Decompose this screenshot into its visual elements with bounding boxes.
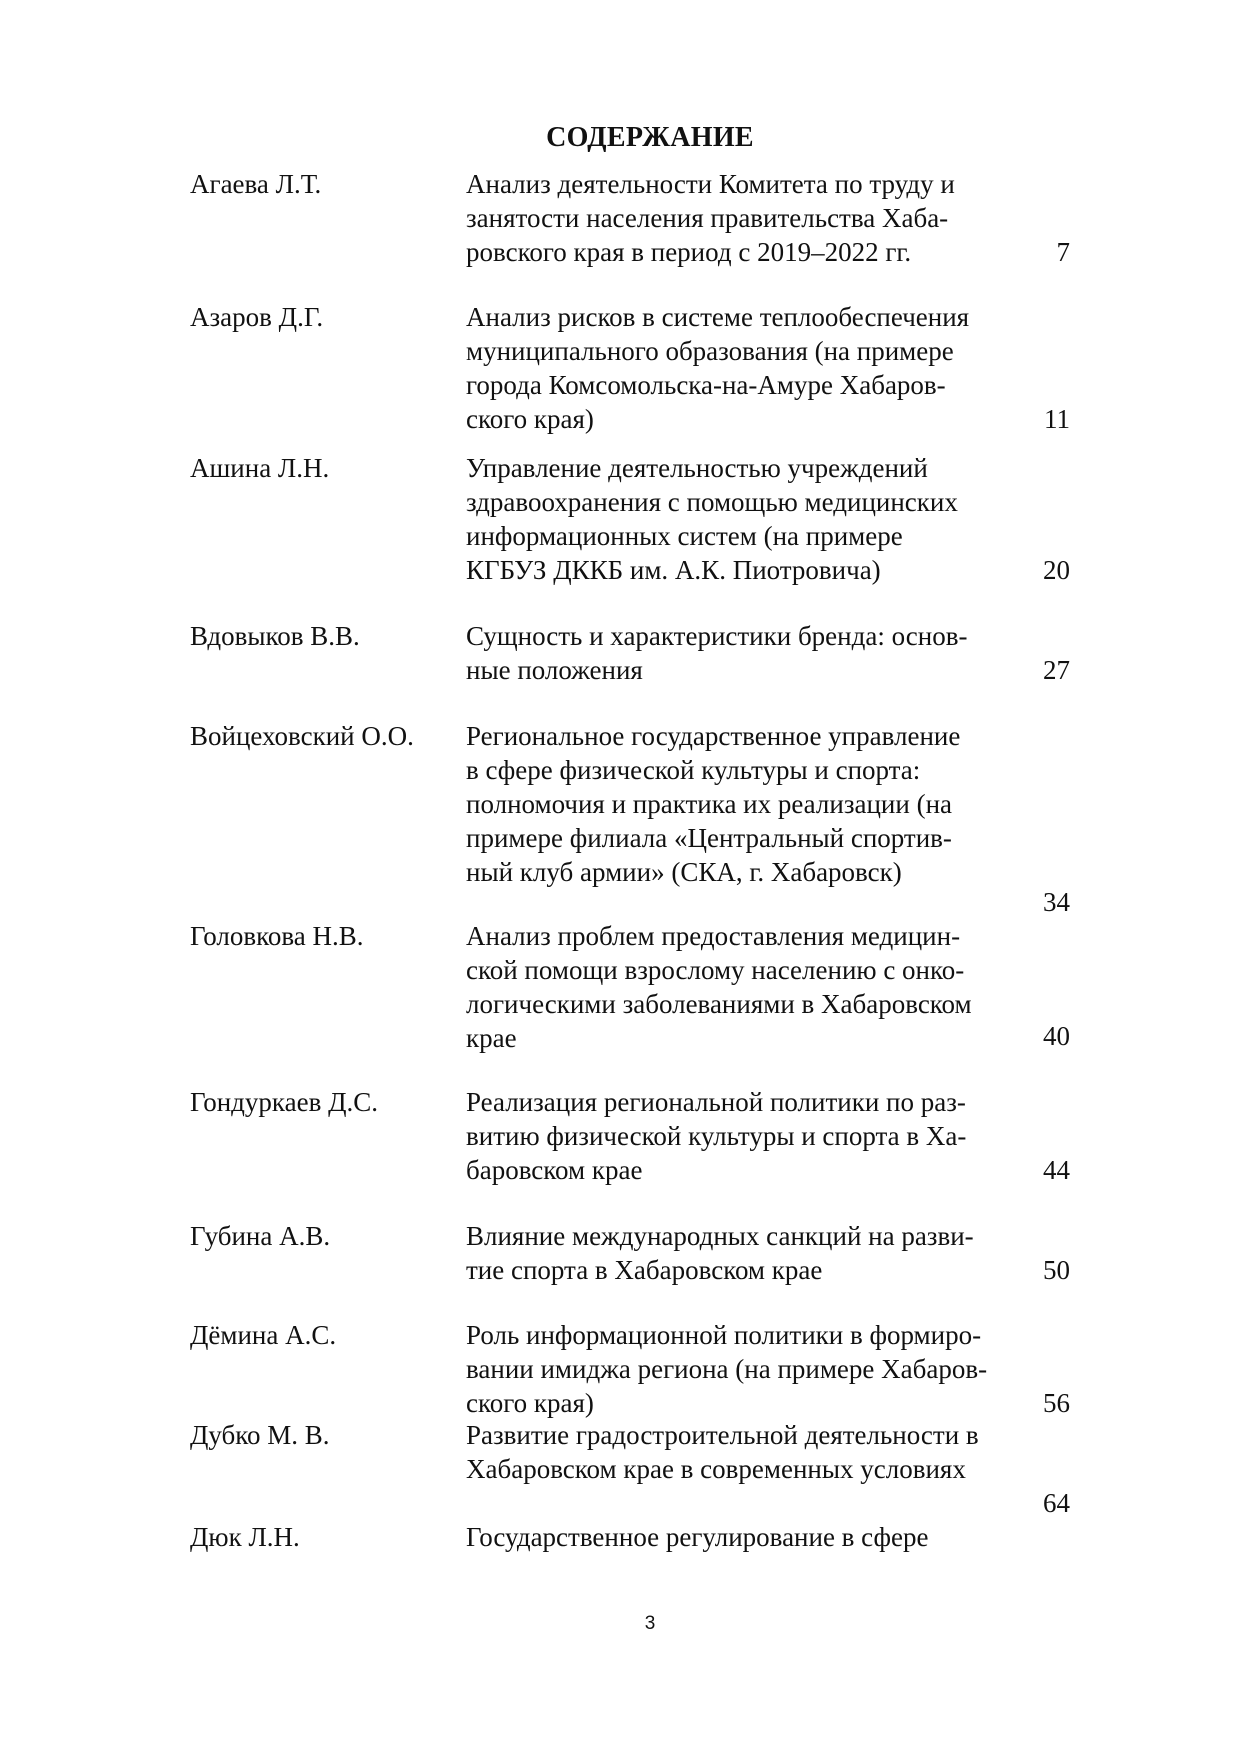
toc-page-number: 27 — [1043, 655, 1070, 685]
toc-title-line: Реализация региональной политики по раз- — [466, 1087, 966, 1117]
toc-title-line: здравоохранения с помощью медицинских — [466, 487, 958, 517]
toc-author: Дубко М. В. — [190, 1420, 330, 1450]
toc-author: Ашина Л.Н. — [190, 453, 330, 483]
toc-title-line: Региональное государственное управление — [466, 721, 961, 751]
toc-title-line: ского края) — [466, 404, 594, 434]
toc-title-line: Анализ деятельности Комитета по труду и — [466, 169, 955, 199]
toc-title — [466, 167, 1026, 269]
toc-title-line: витию физической культуры и спорта в Ха- — [466, 1121, 967, 1151]
toc-page-number: 56 — [1043, 1388, 1070, 1418]
toc-title-line: ской помощи взрослому населению с онко- — [466, 955, 965, 985]
toc-title-line: Управление деятельностью учреждений — [466, 453, 928, 483]
page-number: 3 — [644, 1613, 656, 1634]
toc-title — [466, 451, 1026, 587]
toc-title-line: ровского края в период с 2019–2022 гг. — [466, 237, 912, 267]
toc-author: Вдовыков В.В. — [190, 621, 360, 651]
toc-title-line: тие спорта в Хабаровском крае — [466, 1255, 823, 1285]
toc-author: Губина А.В. — [190, 1221, 331, 1251]
toc-page-number: 64 — [1043, 1488, 1070, 1518]
toc-title-line: КГБУЗ ДККБ им. А.К. Пиотровича) — [466, 555, 881, 585]
toc-title — [466, 300, 1026, 436]
toc-title-line: логическими заболеваниями в Хабаровском — [466, 989, 972, 1019]
toc-title-line: примере филиала «Центральный спортив- — [466, 823, 952, 853]
toc-title-line: Роль информационной политики в формиро- — [466, 1320, 982, 1350]
toc-title-line: ные положения — [466, 655, 643, 685]
toc-title — [466, 719, 1026, 889]
toc-author: Головкова Н.В. — [190, 921, 364, 951]
toc-author: Дёмина А.С. — [190, 1320, 337, 1350]
toc-title-line: ского края) — [466, 1388, 594, 1418]
toc-title — [466, 1520, 1026, 1554]
toc-author: Гондуркаев Д.С. — [190, 1087, 379, 1117]
toc-author: Войцеховский О.О. — [190, 721, 414, 751]
toc-page-number: 50 — [1043, 1255, 1070, 1285]
toc-title-line: крае — [466, 1023, 517, 1053]
toc-page-number: 20 — [1043, 555, 1070, 585]
toc-title — [466, 919, 1026, 1055]
toc-page-number: 7 — [1056, 237, 1070, 267]
toc-title — [466, 1318, 1026, 1420]
toc-title — [466, 1418, 1026, 1486]
toc-title-line: вании имиджа региона (на примере Хабаров- — [466, 1354, 988, 1384]
toc-author: Азаров Д.Г. — [190, 302, 324, 332]
toc-title-line: города Комсомольска-на-Амуре Хабаров- — [466, 370, 946, 400]
toc-title-line: Анализ рисков в системе теплообеспечения — [466, 302, 970, 332]
toc-title — [466, 619, 1026, 687]
toc-title-line: Хабаровском крае в современных условиях — [466, 1454, 966, 1484]
toc-author: Агаева Л.Т. — [190, 169, 322, 199]
toc-title-line: в сфере физической культуры и спорта: — [466, 755, 921, 785]
toc-title-line: Сущность и характеристики бренда: основ- — [466, 621, 968, 651]
toc-page-number: 40 — [1043, 1021, 1070, 1051]
toc-title — [466, 1219, 1026, 1287]
toc-title-line: баровском крае — [466, 1155, 643, 1185]
toc-title — [466, 1085, 1026, 1187]
toc-title-line: занятости населения правительства Хаба- — [466, 203, 949, 233]
toc-author: Дюк Л.Н. — [190, 1522, 300, 1552]
toc-page-number: 44 — [1043, 1155, 1070, 1185]
page-title: СОДЕРЖАНИЕ — [546, 122, 754, 153]
toc-title-line: муниципального образования (на примере — [466, 336, 954, 366]
toc-page-number: 34 — [1043, 887, 1070, 917]
toc-title-line: полномочия и практика их реализации (на — [466, 789, 952, 819]
toc-title-line: Развитие градостроительной деятельности в — [466, 1420, 979, 1450]
toc-title-line: Анализ проблем предоставления медицин- — [466, 921, 961, 951]
toc-page-number: 11 — [1044, 404, 1070, 434]
toc-title-line: Государственное регулирование в сфере — [466, 1522, 929, 1552]
toc-title-line: информационных систем (на примере — [466, 521, 903, 551]
toc-title-line: Влияние международных санкций на разви- — [466, 1221, 974, 1251]
toc-title-line: ный клуб армии» (СКА, г. Хабаровск) — [466, 857, 902, 887]
